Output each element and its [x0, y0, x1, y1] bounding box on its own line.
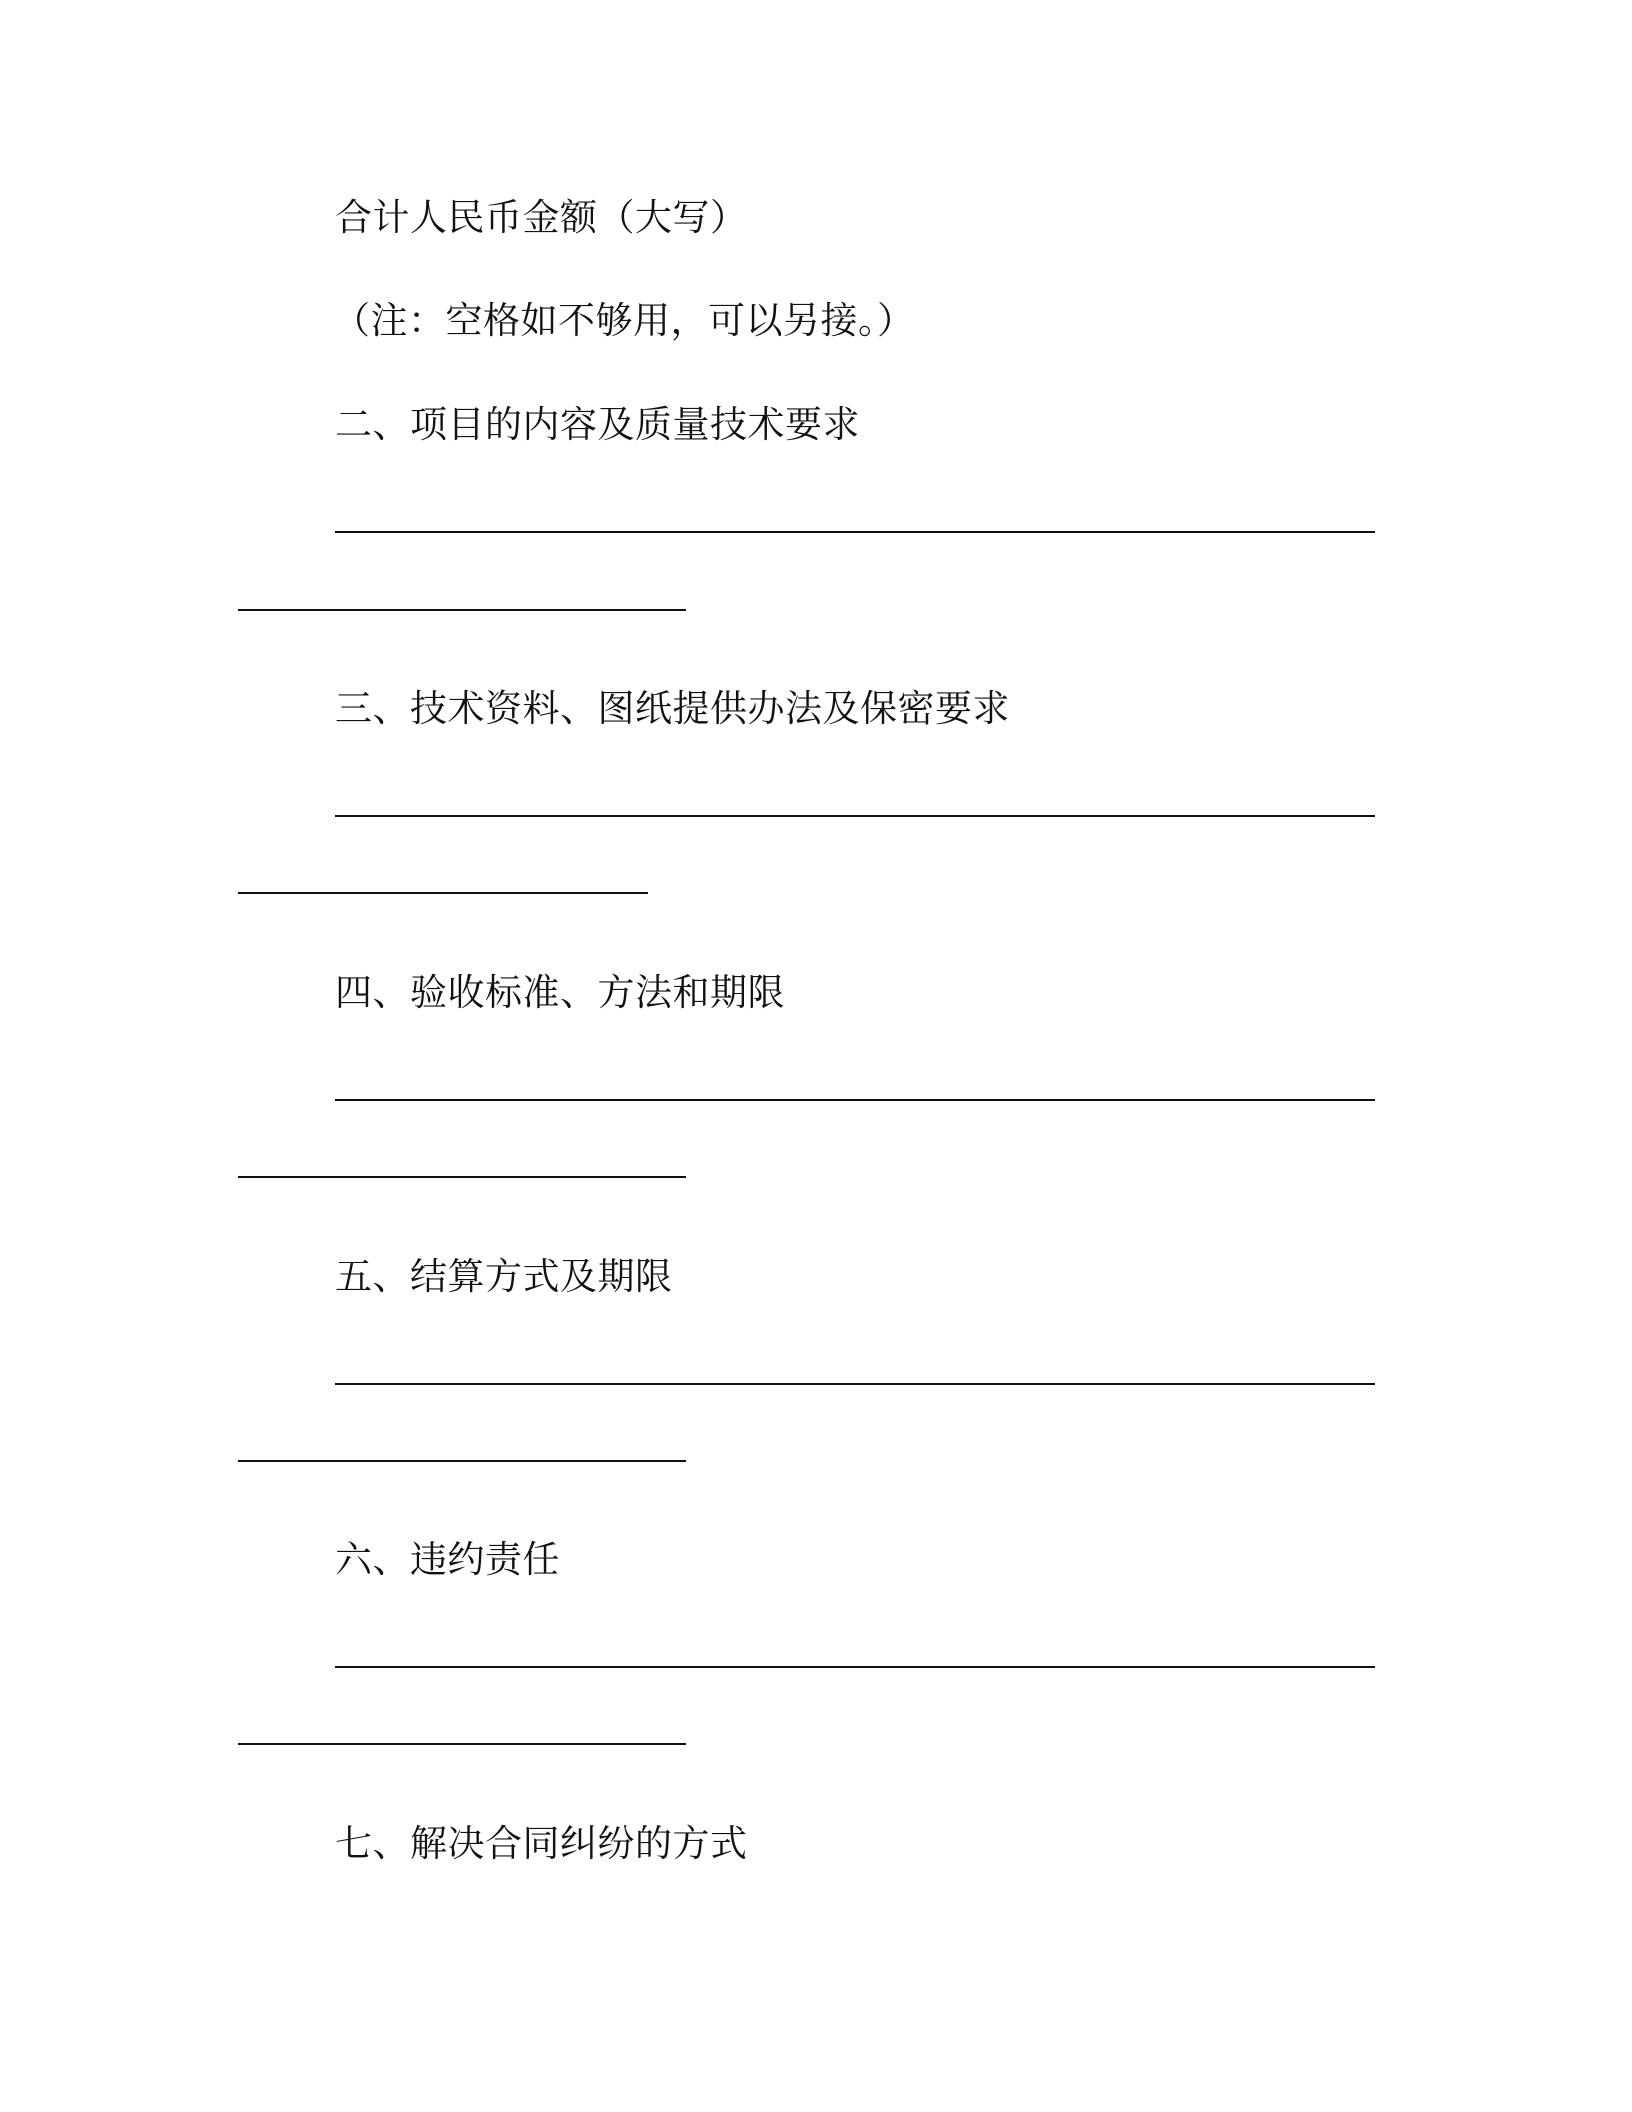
- fill-in-line[interactable]: [238, 1176, 686, 1178]
- fill-in-line[interactable]: [335, 1099, 1375, 1101]
- section-heading-5: 五、结算方式及期限: [335, 1255, 673, 1298]
- note-text: （注：空格如不够用，可以另接。）: [333, 299, 915, 342]
- fill-in-line[interactable]: [238, 892, 648, 894]
- section-heading-6: 六、违约责任: [335, 1538, 560, 1581]
- fill-in-line[interactable]: [335, 1383, 1375, 1385]
- section-heading-4: 四、验收标准、方法和期限: [335, 971, 785, 1014]
- fill-in-line[interactable]: [335, 815, 1375, 817]
- section-heading-2: 二、项目的内容及质量技术要求: [335, 403, 860, 446]
- total-amount-label: 合计人民币金额（大写）: [335, 196, 748, 239]
- section-heading-3: 三、技术资料、图纸提供办法及保密要求: [335, 687, 1010, 730]
- fill-in-line[interactable]: [238, 609, 686, 611]
- fill-in-line[interactable]: [335, 531, 1375, 533]
- fill-in-line[interactable]: [238, 1460, 686, 1462]
- fill-in-line[interactable]: [238, 1743, 686, 1745]
- section-heading-7: 七、解决合同纠纷的方式: [335, 1822, 748, 1865]
- fill-in-line[interactable]: [335, 1666, 1375, 1668]
